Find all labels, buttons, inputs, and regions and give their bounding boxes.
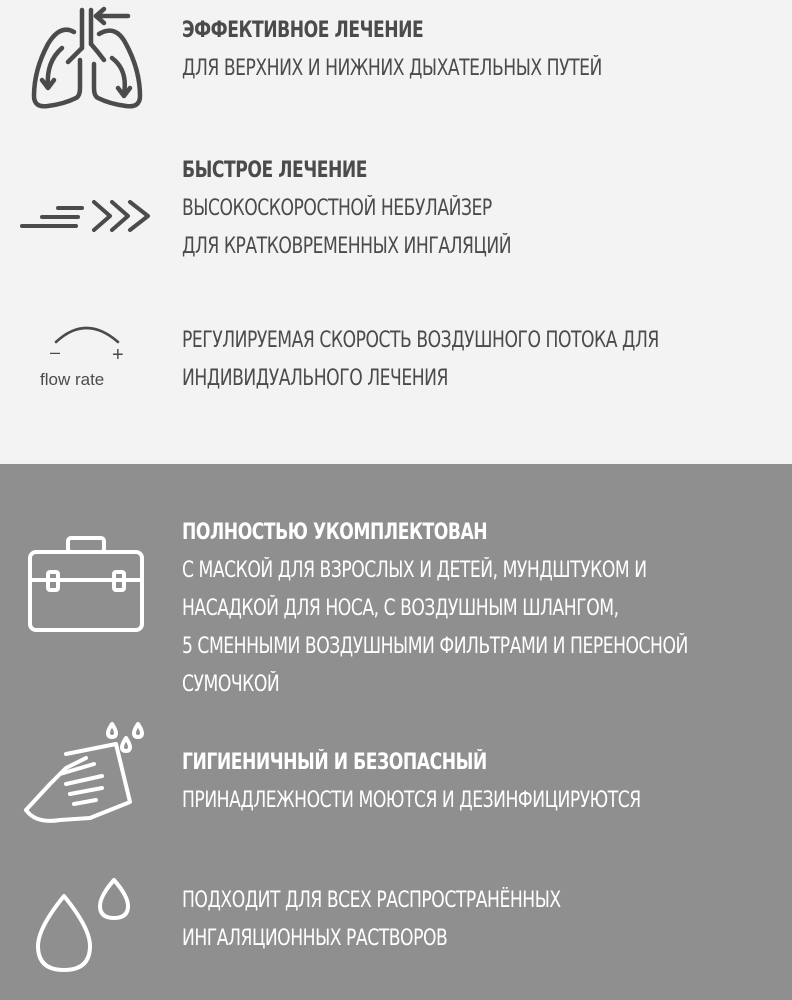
feature-adjustable-flow — [182, 322, 772, 398]
feature-text-line: ПРИНАДЛЕЖНОСТИ МОЮТСЯ И ДЕЗИНФИЦИРУЮТСЯ — [182, 788, 641, 813]
feature-title: ЭФФЕКТИВНОЕ ЛЕЧЕНИЕ — [182, 18, 424, 43]
feature-text-line: ДЛЯ КРАТКОВРЕМЕННЫХ ИНГАЛЯЦИЙ — [182, 234, 512, 259]
feature-text-line: ИНДИВИДУАЛЬНОГО ЛЕЧЕНИЯ — [182, 366, 448, 391]
bag-icon — [26, 534, 148, 634]
feature-text-line: НАСАДКОЙ ДЛЯ НОСА, С ВОЗДУШНЫМ ШЛАНГОМ, — [182, 596, 619, 621]
feature-title: БЫСТРОЕ ЛЕЧЕНИЕ — [182, 158, 368, 183]
feature-title: ГИГИЕНИЧНЫЙ И БЕЗОПАСНЫЙ — [182, 750, 487, 775]
feature-text-line: С МАСКОЙ ДЛЯ ВЗРОСЛЫХ И ДЕТЕЙ, МУНДШТУКОМ И — [182, 558, 647, 583]
feature-text-line: ВЫСОКОСКОРОСТНОЙ НЕБУЛАЙЗЕР — [182, 196, 492, 221]
feature-title: ПОЛНОСТЬЮ УКОМПЛЕКТОВАН — [182, 520, 488, 545]
feature-hygienic — [182, 744, 772, 820]
lungs-icon — [24, 4, 144, 114]
feature-fast-treatment — [182, 152, 772, 266]
washing-hands-icon — [20, 718, 150, 828]
feature-all-solutions — [182, 882, 772, 958]
flow-rate-minus: – — [50, 342, 61, 362]
drops-icon — [28, 876, 138, 976]
feature-text-line: ИНГАЛЯЦИОННЫХ РАСТВОРОВ — [182, 926, 448, 951]
flow-rate-plus: + — [112, 344, 124, 366]
feature-text-line: СУМОЧКОЙ — [182, 672, 280, 697]
feature-text-line: 5 СМЕННЫМИ ВОЗДУШНЫМИ ФИЛЬТРАМИ И ПЕРЕНОСНОЙ — [182, 634, 688, 659]
feature-effective-treatment — [182, 12, 772, 88]
feature-text-line: РЕГУЛИРУЕМАЯ СКОРОСТЬ ВОЗДУШНОГО ПОТОКА ДЛЯ — [182, 328, 659, 353]
feature-complete-set — [182, 514, 772, 704]
flow-rate-label: flow rate — [40, 370, 105, 389]
speed-arrows-icon — [20, 196, 160, 236]
feature-text-line: ПОДХОДИТ ДЛЯ ВСЕХ РАСПРОСТРАНЁННЫХ — [182, 888, 561, 913]
feature-text-line: ДЛЯ ВЕРХНИХ И НИЖНИХ ДЫХАТЕЛЬНЫХ ПУТЕЙ — [182, 56, 602, 81]
